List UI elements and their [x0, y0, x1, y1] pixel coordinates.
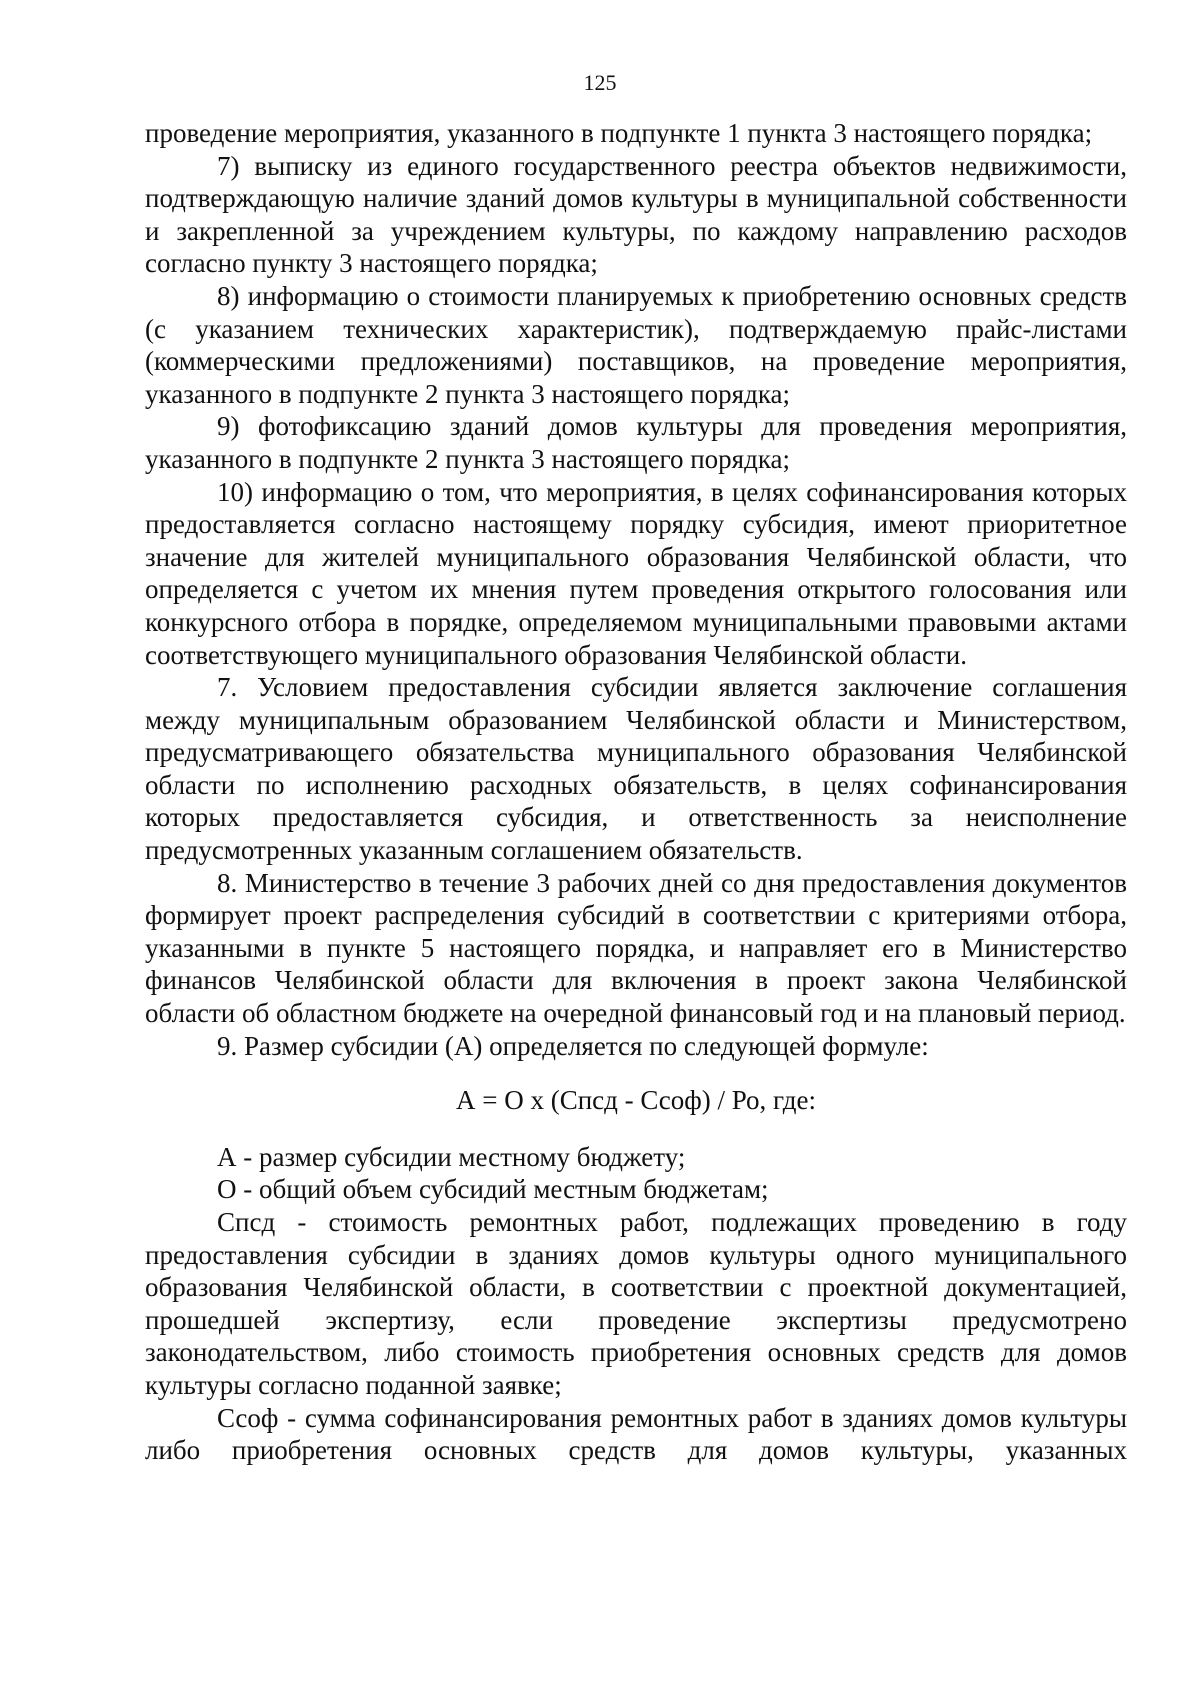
paragraph-clause-9: 9. Размер субсидии (А) определяется по следующей формуле: [217, 1030, 929, 1061]
definition-ssof: Ссоф - сумма софинансирования ремонтных работ в зданиях домов культуры либо приобретения основных средств для домов культуры, указанных [145, 1402, 1127, 1466]
paragraph-item-9: 9) фотофиксацию зданий домов культуры для проведения мероприятия, указанного в подпункте 2 пункта 3 настоящего порядка; [145, 411, 1127, 474]
subsidy-formula: А = О х (Спсд - Ссоф) / Ро, где: [456, 1085, 816, 1116]
paragraph-clause-7: 7. Условием предоставления субсидии является заключение соглашения между муниципальным образованием Челябинской области и Министерством, предусматривающего обязательства муниципального образования Челябинской области по исполнению расходных обязательств, в целях софинансирования которых предоставляется субсидия, и ответственность за неисполнение предусмотренных указанным соглашением обязательств. [145, 672, 1127, 866]
definition-a: А - размер субсидии местному бюджету; [217, 1141, 686, 1172]
page-number: 125 [583, 70, 617, 95]
paragraph-item-10: 10) информацию о том, что мероприятия, в целях софинансирования которых предоставляется согласно настоящему порядку субсидия, имеют приоритетное значение для жителей муниципального образования Челябинской области, что определяется с учетом их мнения путем проведения открытого голосования или конкурсного отбора в порядке, определяемом муниципальными правовыми актами соответствующего муниципального образования Челябинской области. [145, 476, 1127, 670]
paragraph-clause-8: 8. Министерство в течение 3 рабочих дней со дня предоставления документов формирует проект распределения субсидий в соответствии с критериями отбора, указанными в пункте 5 настоящего порядка, и направляет его в Министерство финансов Челябинской области для включения в проект закона Челябинской области об областном бюджете на очередной финансовый год и на плановый период. [145, 867, 1127, 1029]
paragraph-item-8: 8) информацию о стоимости планируемых к приобретению основных средств (с указанием технических характеристик), подтверждаемую прайс-листами (коммерческими предложениями) поставщиков, на проведение мероприятия, указанного в подпункте 2 пункта 3 настоящего порядка; [145, 280, 1127, 409]
document-body [145, 117, 1127, 1467]
paragraph-item-7: 7) выписку из единого государственного реестра объектов недвижимости, подтверждающую наличие зданий домов культуры в муниципальной собственности и закрепленной за учреждением культуры, по каждому направлению расходов согласно пункту 3 настоящего порядка; [145, 150, 1127, 279]
paragraph-continuation: проведение мероприятия, указанного в подпункте 1 пункта 3 настоящего порядка; [145, 118, 1093, 148]
definition-spsd: Спсд - стоимость ремонтных работ, подлежащих проведению в году предоставления субсидии в зданиях домов культуры одного муниципального образования Челябинской области, в соответствии с проектной документацией, прошедшей экспертизу, если проведение экспертизы предусмотрено законодательством, либо стоимость приобретения основных средств для домов культуры согласно поданной заявке; [145, 1207, 1127, 1400]
definition-o: О - общий объем субсидий местным бюджетам; [217, 1174, 769, 1205]
